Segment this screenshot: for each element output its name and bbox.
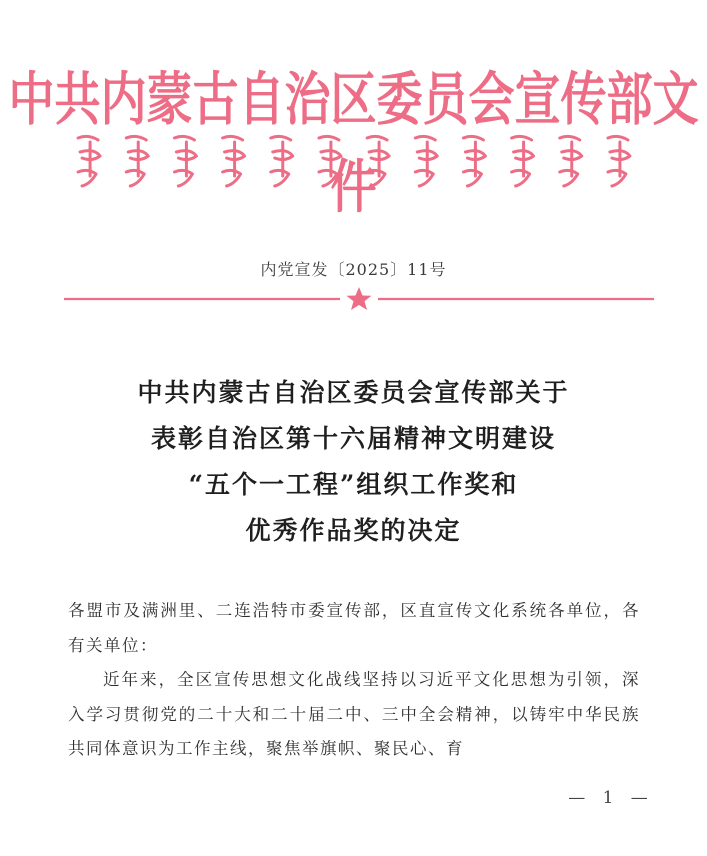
mongolian-word-glyph xyxy=(78,136,100,186)
document-number: 内党宣发〔2025〕11号 xyxy=(260,260,447,279)
red-divider-with-star xyxy=(64,286,654,312)
mongolian-word-glyph xyxy=(512,136,534,186)
mongolian-word-glyph xyxy=(223,136,245,186)
title-line-3: “五个一工程”组织工作奖和 xyxy=(188,470,519,499)
title-line-2: 表彰自治区第十六届精神文明建设 xyxy=(150,424,556,453)
mongolian-word-glyph xyxy=(608,136,630,186)
page-number: — 1 — xyxy=(568,788,654,808)
mongolian-word-glyph xyxy=(174,136,196,186)
mongolian-word-glyph xyxy=(319,136,341,186)
title-line-1: 中共内蒙古自治区委员会宣传部关于 xyxy=(137,378,570,407)
mongolian-script-line xyxy=(64,128,642,198)
mongolian-word-glyph xyxy=(367,136,389,186)
paragraph-1: 近年来，全区宣传思想文化战线坚持以习近平文化思想为引领，深入学习贯彻党的二十大和二十届二中、三中全会精神，以铸牢中华民族共同体意识为工作主线，聚焦举旗帜、聚民心、育 xyxy=(68,670,640,758)
mongolian-word-glyph xyxy=(415,136,437,186)
star-icon xyxy=(347,287,372,310)
document-title xyxy=(0,370,707,554)
addressee: 各盟市及满洲里、二连浩特市委宣传部，区直宣传文化系统各单位，各有关单位： xyxy=(68,601,640,655)
mongolian-word-glyph xyxy=(271,136,293,186)
mongolian-word-glyph xyxy=(560,136,582,186)
mongolian-word-glyph xyxy=(463,136,485,186)
title-line-4: 优秀作品奖的决定 xyxy=(245,516,462,545)
body-text xyxy=(68,594,640,767)
mongolian-word-glyph xyxy=(126,136,148,186)
masthead-title: 中共内蒙古自治区委员会宣传部文件 xyxy=(8,65,699,220)
